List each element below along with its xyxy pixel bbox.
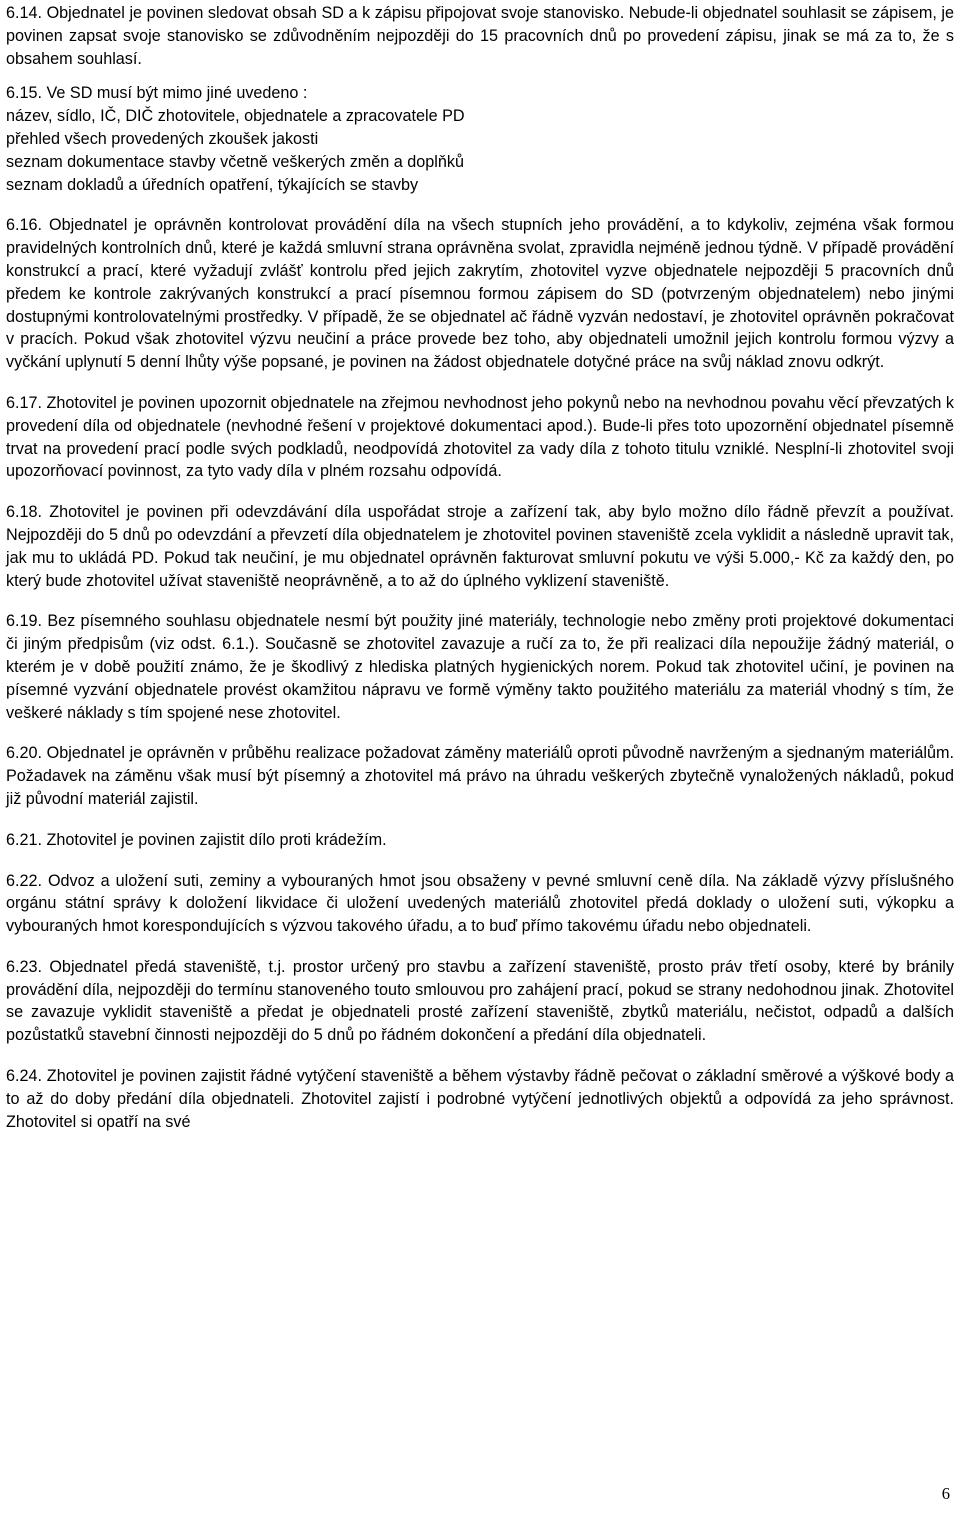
paragraph-6-24: 6.24. Zhotovitel je povinen zajistit řádné vytýčení staveniště a během výstavby řádně pečovat o základní směrové a výškové body a to až do doby předání díla objednateli. Zhotovitel zajistí i podrobné vytýčení jednotlivých objektů a odpovídá za jeho správnost. Zhotovitel si opatří na své (6, 1067, 954, 1131)
paragraph-6-14: 6.14. Objednatel je povinen sledovat obsah SD a k zápisu připojovat svoje stanovisko. Nebude-li objednatel souhlasit se zápisem, je povinen zapsat svoje stanovisko se zdůvodněním nejpozději do 15 pracovních dnů po provedení zápisu, jinak se má za to, že s obsahem souhlasí. (6, 4, 954, 68)
list-item: seznam dokladů a úředních opatření, týkajících se stavby (6, 175, 419, 194)
list-item: seznam dokumentace stavby včetně veškerých změn a doplňků (6, 152, 464, 171)
paragraph-6-16: 6.16. Objednatel je oprávněn kontrolovat provádění díla na všech stupních jeho provádění, a to kdykoliv, zejména však formou pravidelných kontrolních dnů, které je každá smluvní strana oprávněna svolat, zpravidla nejméně jednou týdně. V případě provádění konstrukcí a prací, které vyžadují zvlášť kontrolu před jejich zakrytím, zhotovitel vyzve objednatele nejpozději 5 pracovních dnů předem ke kontrole zakrývaných konstrukcí a prací písemnou formou zápisem do SD (potvrzeným objednatelem) nebo jinými dostupnými kontrolovatelnými prostředky. V případě, že se objednatel ač řádně vyzván nedostaví, je zhotovitel oprávněn pokračovat v pracích. Pokud však zhotovitel výzvu neučiní a práce provede bez toho, aby objednateli umožnil jejich kontrolu formou výzvy a vyčkání uplynutí 5 denní lhůty výše popsané, je povinen na žádost objednatele dotyčné práce na svůj náklad znovu odkrýt. (6, 216, 954, 372)
list-item: název, sídlo, IČ, DIČ zhotovitele, objednatele a zpracovatele PD (6, 107, 465, 126)
document-page (6, 2, 954, 1151)
page-number: 6 (941, 1484, 950, 1503)
paragraph-6-20: 6.20. Objednatel je oprávněn v průběhu realizace požadovat záměny materiálů oproti původně navrženým a sjednaným materiálům. Požadavek na záměnu však musí být písemný a zhotovitel má právo na úhradu veškerých zbytečně vynaložených nákladů, pokud již původní materiál zajistil. (6, 744, 954, 808)
paragraph-6-15 (6, 82, 954, 196)
paragraph-6-17: 6.17. Zhotovitel je povinen upozornit objednatele na zřejmou nevhodnost jeho pokynů nebo na nevhodnou povahu věcí převzatých k provedení díla od objednatele (nevhodné řešení v projektové dokumentaci apod.). Bude-li přes toto upozornění objednatel písemně trvat na provedení prací podle svých podkladů, neodpovídá zhotovitel za vady díla z tohoto titulu vzniklé. Nesplní-li zhotovitel svoji upozorňovací povinnost, za tyto vady díla v plném rozsahu odpovídá. (6, 393, 954, 481)
paragraph-6-15-heading: 6.15. Ve SD musí být mimo jiné uvedeno : (6, 84, 308, 103)
paragraph-6-19: 6.19. Bez písemného souhlasu objednatele nesmí být použity jiné materiály, technologie nebo změny proti projektové dokumentaci či jiným předpisům (viz odst. 6.1.). Současně se zhotovitel zavazuje a ručí za to, že při realizaci díla nepoužije žádný materiál, o kterém je v době použití známo, že je škodlivý z hlediska platných hygienických norem. Pokud tak zhotovitel učiní, je povinen na písemné vyzvání objednatele provést okamžitou nápravu ve formě výměny takto použitého materiálu za materiál vhodný s tím, že veškeré náklady s tím spojené nese zhotovitel. (6, 612, 954, 722)
paragraph-6-23: 6.23. Objednatel předá staveniště, t.j. prostor určený pro stavbu a zařízení staveniště, prosto práv třetí osoby, které by bránily provádění díla, nejpozději do termínu stanoveného touto smlouvou pro zahájení prací, pokud se strany nedohodnou jinak. Zhotovitel se zavazuje vyklidit staveniště a předat je objednateli prosté zařízení staveniště, zbytků materiálu, nečistot, odpadů a dalších pozůstatků stavební činnosti nejpozději do 5 dnů po řádném dokončení a předání díla objednateli. (6, 957, 954, 1045)
paragraph-6-21: 6.21. Zhotovitel je povinen zajistit dílo proti krádežím. (6, 830, 387, 849)
paragraph-6-18: 6.18. Zhotovitel je povinen při odevzdávání díla uspořádat stroje a zařízení tak, aby bylo možno dílo řádně převzít a používat. Nejpozději do 5 dnů po odevzdání a převzetí díla objednatelem je zhotovitel povinen staveniště zcela vyklidit a následně upravit tak, jak mu to ukládá PD. Pokud tak neučiní, je mu objednatel oprávněn fakturovat smluvní pokutu ve výši 5.000,- Kč za každý den, po který bude zhotovitel užívat staveniště neoprávněně, a to až do úplného vyklizení staveniště. (6, 503, 954, 590)
paragraph-6-22: 6.22. Odvoz a uložení suti, zeminy a vybouraných hmot jsou obsaženy v pevné smluvní ceně díla. Na základě výzvy příslušného orgánu státní správy k doložení likvidace či uložení uvedených materiálů zhotovitel předá doklady o uložení suti, výkopku a vybouraných hmot korespondujících s výzvou takového úřadu, a to buď přímo takovému úřadu nebo objednateli. (6, 871, 954, 936)
list-item: přehled všech provedených zkoušek jakosti (6, 129, 319, 148)
